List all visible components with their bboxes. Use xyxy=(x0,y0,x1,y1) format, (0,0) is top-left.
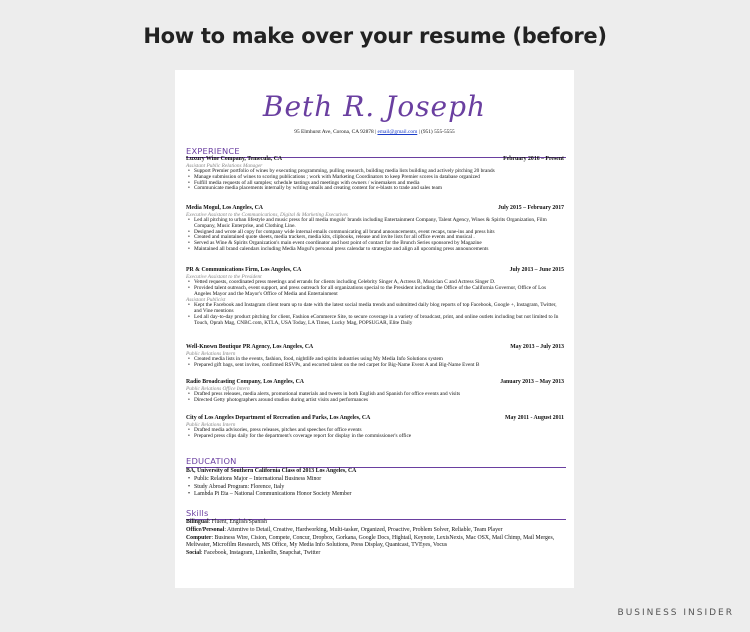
skills-section xyxy=(186,519,564,558)
job-entry xyxy=(186,415,564,440)
job-bullet: • Maintained all brand calendars including Media Mogul's personal press calendar to strategize and align all upcoming press announcements xyxy=(194,247,564,253)
education-section-header xyxy=(186,456,566,468)
resume-document xyxy=(175,70,574,588)
skill-text: : Business Wire, Cision, Compete, Concur, Dropbox, Gorkana, Google Docs, Hightail, Keynote, LexisNexis, Mac OSX, Mail Chimp, Mail Merges, Meltwater, Microfilm Research, MS Office, My Media Info Solutions, Press Display, Quantcast, TVEyes, Vocus xyxy=(186,534,555,549)
job-company: Radio Broadcasting Company, Los Angeles, CA xyxy=(186,379,304,385)
education-list xyxy=(186,476,564,499)
job-entry xyxy=(186,344,564,369)
contact-email-link[interactable]: email@gmail.com xyxy=(377,129,418,135)
education-item: • Public Relations Major – International Business Minor xyxy=(194,476,564,484)
job-header xyxy=(186,379,564,386)
job-bullets xyxy=(186,218,564,253)
job-bullets xyxy=(186,357,564,369)
job-bullets xyxy=(186,392,564,404)
job-company: Luxury Wine Company, Temecula, CA xyxy=(186,156,283,162)
job-bullet: • Served as Wine & Spirits Organization's main event coordinator and host point of contact for the Brunch Series sponsored by Magazine xyxy=(194,241,564,247)
skill-line xyxy=(186,550,564,558)
job-role: Executive Assistant to the Communications, Digital & Marketing Executives xyxy=(186,212,348,218)
job-entry xyxy=(186,205,564,253)
job-entry xyxy=(186,267,564,327)
job-role: Assistant Public Relations Manager xyxy=(186,163,263,169)
education-section xyxy=(186,468,564,499)
job-header xyxy=(186,267,564,274)
job-bullet: • Provided talent outreach, event support, and press outreach for all organizations special to the President including the Office of the California Governor, Office of Los Angeles Mayor and the Mayor's Office of Media and Entertainment xyxy=(194,286,564,298)
resume-contact xyxy=(175,129,574,135)
skill-label: Bilingual xyxy=(186,519,209,525)
job-role-secondary: Assistant Publicist xyxy=(186,297,226,304)
education-title: EDUCATION xyxy=(186,456,237,466)
job-bullet: • Prepared press clips daily for the department's coverage report for display in the commissioner's office xyxy=(194,434,564,440)
education-item: • Study Abroad Program: Florence, Italy xyxy=(194,484,564,492)
job-header xyxy=(186,344,564,351)
job-role: Executive Assistant to the President xyxy=(186,274,262,280)
job-bullet: • Manage submission of wines to scoring publications ; work with Marketing Coordinators to keep Premier scores in database organized xyxy=(194,175,564,181)
job-bullets xyxy=(186,280,564,297)
education-item: • Lambda Pi Eta – National Communications Honor Society Member xyxy=(194,491,564,499)
skill-label: Computer xyxy=(186,534,212,541)
job-entry xyxy=(186,379,564,404)
job-bullet: • Kept the Facebook and Instagram client team up to date with the latest social media trends and submitted daily blog reports of top Facebook, Google +, Instagram, Twitter, and Vine mentions xyxy=(194,303,564,315)
job-dates: May 2011 - August 2011 xyxy=(505,415,564,421)
job-bullet: • Designed and wrote all copy for company wide internal emails communicating all brand announcements, event recaps, tune-ins and press hits xyxy=(194,230,564,236)
experience-title: EXPERIENCE xyxy=(186,146,240,156)
job-bullet: • Fulfill media requests of all samples; schedule tastings and meetings with owners / winemakers and media xyxy=(194,181,564,187)
skills-title: Skills xyxy=(186,508,209,518)
job-bullet: • Vetted requests, coordinated press meetings and errands for clients including Celebrity Singer A, Actress B, Musician C and Actress Singer D. xyxy=(194,280,564,286)
contact-address: 95 Elmhurst Ave, Corona, CA 92878 | xyxy=(294,129,378,135)
job-bullet: • Led all pitching to urban lifestyle and music press for all media moguls' brands including Entertainment Company, Talent Agency, Wines & Spirits Organization, Film Company, Music Enterprise, and Clothing Line. xyxy=(194,218,564,230)
skill-line xyxy=(186,519,564,527)
job-dates: May 2013 – July 2013 xyxy=(510,344,564,350)
job-bullet: • Created media lists in the events, fashion, food, nightlife and spirits industries using My Media Info Solutions system xyxy=(194,357,564,363)
job-header xyxy=(186,156,564,163)
skill-label: Office/Personal xyxy=(186,526,225,533)
job-bullet: • Drafted media advisories, press releases, pitches and speeches for office events xyxy=(194,428,564,434)
education-degree: BA, University of Southern California Class of 2013 Los Angeles, CA xyxy=(186,468,357,474)
job-dates: January 2013 – May 2013 xyxy=(500,379,564,385)
page-headline: How to make over your resume (before) xyxy=(143,24,607,48)
job-dates: February 2016 – Present xyxy=(503,156,564,162)
job-bullets xyxy=(186,303,564,326)
skill-text: : Attentive to Detail, Creative, Hardworking, Multi-tasker, Organized, Proactive, Problem Solver, Reliable, Team Player xyxy=(224,526,503,533)
business-insider-logo: BUSINESS INSIDER xyxy=(617,608,734,618)
job-company: Media Mogul, Los Angeles, CA xyxy=(186,205,263,211)
skill-line xyxy=(186,527,564,535)
job-bullet: • Drafted press releases, media alerts, promotional materials and tweets in both English and Spanish for office events and visits xyxy=(194,392,564,398)
skill-text: : Facebook, Instagram, LinkedIn, Snapchat, Twitter xyxy=(200,550,321,557)
job-role: Public Relations Intern xyxy=(186,422,236,428)
skill-text: : Fluent, English/Spanish xyxy=(208,519,268,525)
skill-label: Social xyxy=(186,550,201,557)
job-dates: July 2015 – February 2017 xyxy=(497,205,564,211)
contact-phone: | (951) 555-5555 xyxy=(417,129,455,135)
job-bullet: • Communicate media placements internally by writing emails and creating content for e-blasts to trade and sales team xyxy=(194,186,564,192)
job-entry xyxy=(186,156,564,192)
job-company: PR & Communications Firm, Los Angeles, CA xyxy=(186,267,302,273)
job-bullet: • Support Premier portfolio of wines by executing programming, pulling research, building media lists building and actively pitching 20 brands xyxy=(194,169,564,175)
job-role: Public Relations Intern xyxy=(186,351,236,357)
job-bullets xyxy=(186,428,564,440)
job-bullet: • Prepared gift bags, sent invites, confirmed RSVPs, and escorted talent on the red carpet for Big-Name Event A and Big-Name Event B xyxy=(194,363,564,369)
job-dates: July 2013 – June 2015 xyxy=(509,267,564,273)
job-bullet: • Created and maintained quote sheets, media trackers, media kits, clipbooks, release and invite lists for all office events and musical . xyxy=(194,235,564,241)
job-company: Well-Known Boutique PR Agency, Los Angeles, CA xyxy=(186,344,314,350)
job-company: City of Los Angeles Department of Recreation and Parks, Los Angeles, CA xyxy=(186,415,371,421)
resume-name: Beth R. Joseph xyxy=(262,90,487,123)
job-bullet: • Led all day-to-day product pitching for client, Fashion eCommerce Site, to secure coverage in a variety of broadcast, print, and online outlets including but not limited to In Touch, Oprah Mag, CNBC.com, KTLA, USA Today, LA Times, Lucky Mag, POPSUGAR, Elite Daily xyxy=(194,315,564,327)
job-bullets xyxy=(186,169,564,192)
job-header xyxy=(186,205,564,212)
job-role: Public Relations Office Intern xyxy=(186,386,250,392)
job-bullet: • Directed Getty photographers around studios during artist visits and performances xyxy=(194,398,564,404)
skill-line xyxy=(186,535,564,551)
job-header xyxy=(186,415,564,422)
